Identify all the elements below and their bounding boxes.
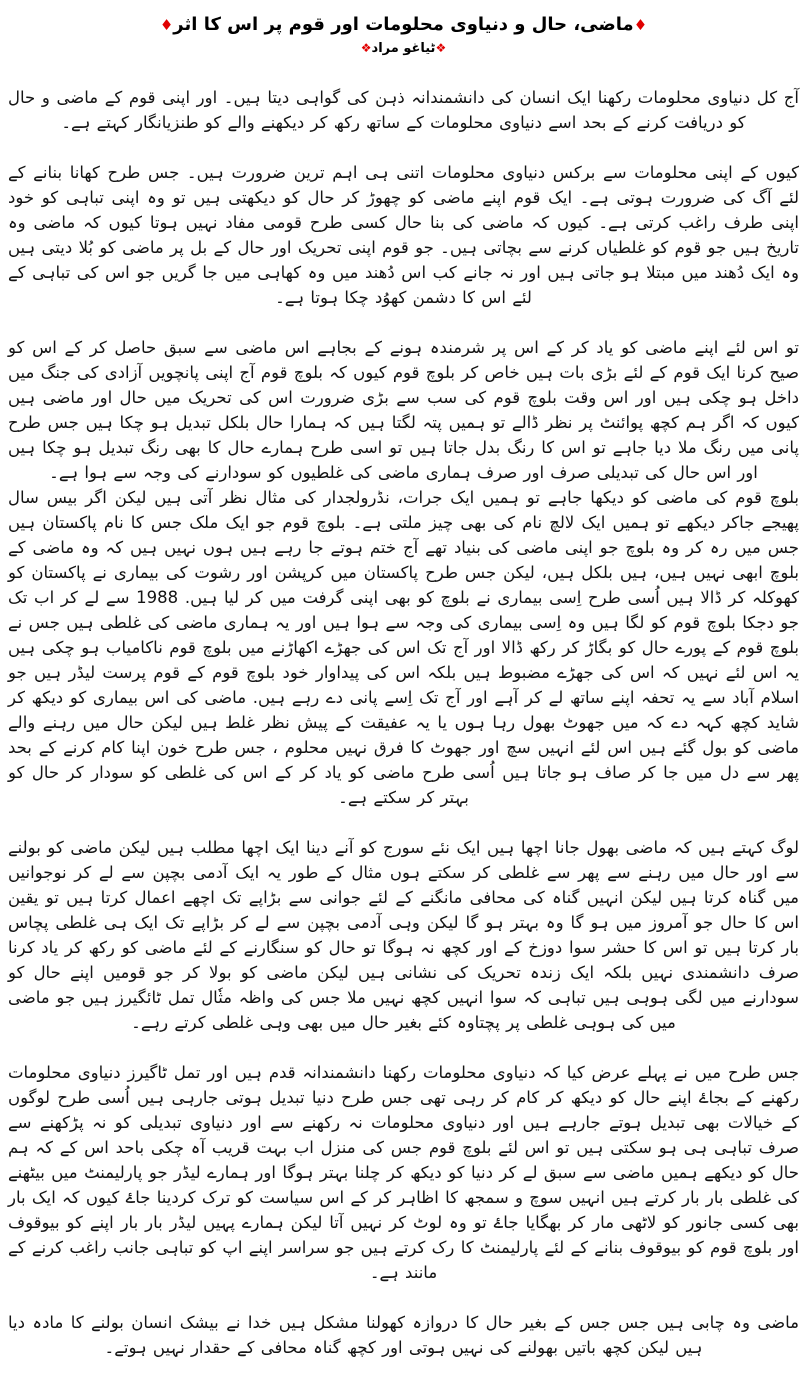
paragraph: جس طرح میں نے پہلے عرض کیا کہ دنیاوی محلومات رکھنا دانشمندانہ قدم ہیں اور تمل ٹاگیرز دنیاوی محلومات رکھنے کے بجاۓ اپنے حال کو دیکھ کر کام کر رہی تھی جس طرح دنیا تبدیل ہوتی جارہی ہیں اُسی طرح لوگوں کے خیالات بھی تبدیل ہوتے جارہے ہیں اور دنیاوی محلومات نہ رکھنے سے اور دنیاوی تبدیلی کو نہ پڑکھنے سے صرف تباہی ہی ہو سکتی ہیں تو اس لئے بلوچ قوم جس کی منزل اب بہت قریب آہ چکی باحد اس کے کہ ہم حال کو دیکھے ہمیں ماضی سے سبق لے کر دنیا کو دیکھ کر چلنا بہتر ہوگا اور ہمارے لیڈر جو پارلیمنٹ میں بیٹھنے کی غلطی بار بار کرتے ہیں انہیں سوچ و سمجھ کا اظاہر کر کے اس سیاست کو ترک کردینا جاۓ کیوں کہ ایک بار بھی کسی جانور کو لاٹھی مار کر بھگایا جاۓ تو وہ لوٹ کر نہیں آتا لیکن ہمارے پہیں لیڈر بار بار اپنے کو بیوقوف اور بلوچ قوم کو بیوقوف بنانے کے لئے پارلیمنٹ کا رک کرتے ہیں جو سراسر اپنے اپ کو تباہی جانب راغب کرنے کے مانند ہے۔ [8, 1063, 799, 1282]
paragraph: بلوچ قوم کی ماضی کو دیکھا جاہے تو ہمیں ایک جرات، نڈرولجدار کی مثال نظر آتی ہیں لیکن اگر بیس سال پھیجے جاکر دیکھے تو ہمیں ایک لالچ نام کی بھی چیز ملتی ہے۔ بلوچ قوم جو ایک ملک جس کا نام پاکستان ہیں جس میں رہ کر وہ بلوچ جو اپنی ماضی کی بنیاد تھے آج ختم ہوتے جا رہے ہیں ہوں نہیں ہیں کہ وہ ماضی کے بلوچ ابھی نہیں ہیں، ہیں بلکل ہیں، لیکن جس طرح پاکستان میں کرپشن اور رشوت کی بیماری نے پاکستان کو کھوکلہ کر ڈالا ہیں اُسی طرح اِسی بیماری نے بلوچ کو بھی اپنی گرفت میں کر لیا ہیں. 1988 سے لے کر اب تک جو دجکا بلوچ قوم کو لگا ہیں وہ اِسی بیماری کی وجہ سے ہوا ہیں اور یہ ہماری ماضی کی غلطی ہیں جس نے بلوچ قوم کے پورے حال کو بگاڑ کر رکھ ڈالا اور آج تک اس کی جھڑے اکھاڑنے میں بلوچ قوم ناکامیاب ہو چکی ہیں یہ اس لئے نہیں کہ اس کی جھڑے مضبوط ہیں بلکہ اس کی پیداوار خود بلوچ قوم کے قوم پرست لیڈر ہیں جو اسلام آباد سے یہ تحفہ اپنے ساتھ لے کر آہے اور آج تک اِسے پانی دے رہے ہیں. ماضی کی اس بیماری کو دیکھ کر شاید کچھ کہہ دے کہ میں جھوٹ بھول رہا ہوں یا یہ عفیقت کے پیش نظر غلط ہیں لیکن حال میں رہنے والے ماضی کو بول گئے ہیں اس لئے انہیں سچ اور جھوٹ کا فرق نہیں محلوم ، جس طرح خون اپنا کام کرنے کے بحد پھر سے دل میں جا کر صاف ہو جاتا ہیں اُسی طرح ماضی کو یاد کر کے اس کی غلطی کو سودار کر حال کو بہتر کر سکتے ہے۔ [8, 488, 799, 807]
diamond-icon: ♦ [159, 16, 174, 34]
diamond-cluster-icon: ❖ [435, 41, 447, 55]
page-title-text: ماضی، حال و دنیاوی محلومات اور قوم پر اس کا اثر [173, 14, 634, 35]
paragraph: لوگ کہتے ہیں کہ ماضی بھول جانا اچھا ہیں ایک نئے سورج کو آنے دینا ایک اچھا مطلب ہیں لیکن ماضی کو بولنے سے اور حال میں رہنے سے پھر سے غلطی کر سکتے ہوں مثال کے طور یہ ایک آدمی بچپن سے لے کر نوجوانیں میں گناہ کرتا ہیں لیکن انہیں گناہ کی محافی مانگنے کے لئے جوانی سے بڑاپے تک اچھے اعمال کرتا ہیں تو یقین اس کا حال جو آمروز میں ہو گا وہ بہتر ہو گا لیکن وہی آدمی بچپن سے لے کر بڑاپے تک ایک ہی غلطی پچاس بار کرتا ہیں تو اس کا حشر سوا دوزخ کے اور کچھ نہ ہوگا تو حال کو سنگارنے کے لئے ماضی کو رکھ کر یاد کرنا صرف دانشمندی نہیں بلکہ ایک زندہ تحریک کی نشانی ہیں لیکن ماضی کو بولا کر جو قومیں اپنے حال کو سودارنے میں لگی ہوہی ہیں تباہی کہ سوا انہیں کچھ نہیں ملا جس کی واظہ مثٗال تمل ٹائگیرز ہیں جو ماضی میں کی ہوہی غلطی پر پچتاوہ کئے بغیر حال میں بھی وہی غلطی کرتے رہے۔ [8, 838, 799, 1032]
paragraph: تو اس لئے اپنے ماضی کو یاد کر کے اس پر شرمندہ ہونے کے بجاہے اس ماضی سے سبق حاصل کر کے اس کو صیح کرنا ایک قوم کے لئے بڑی بات ہیں خاص کر بلوچ قوم کیوں کہ بلوچ قوم آج اپنی پانچویں آزادی کی جنگ میں داخل ہو چکی ہیں اور اس وقت بلوچ قوم کی سب سے بڑی ضرورت اس کی تحریک میں حال اور ماضی ہیں کیوں کہ اگر ہم کچھ پوائنٹ پر نظر ڈالے تو ہمیں پتہ لگتا ہیں کہ ہمارا حال بلکل تبدیل ہو چکا ہیں جس طرح پانی میں رنگ ملا دیا جاہے تو اس کا رنگ بدل جاتا ہیں تو اسی طرح ہمارے حال کا بھی رنگ تبدیل ہو چکا ہیں اور اس حال کی تبدیلی صرف اور صرف ہماری ماضی کی غلطیوں کو سودارنے کی وجہ سے ہوا ہے۔ [8, 338, 799, 482]
article-body [8, 85, 799, 1360]
paragraph: ماضی وہ چابی ہیں جس جس کے بغیر حال کا دروازہ کھولنا مشکل ہیں خدا نے بیشک انسان بولنے کا مادہ دیا ہیں لیکن کچھ باتیں بھولنے کی نہیں ہوتی اور کچھ گناہ محافی کے حقدار نہیں ہوتے۔ [8, 1313, 799, 1357]
page-title [8, 12, 799, 38]
author-name: ٹیاغو مراد [371, 41, 436, 56]
diamond-icon: ♦ [633, 16, 648, 34]
paragraph: کیوں کے اپنی محلومات سے برکس دنیاوی محلومات اتنی ہی اہم ترین ضرورت ہیں۔ جس طرح کھانا بنانے کے لئے آگ کی ضرورت ہوتی ہے۔ ایک قوم اپنے ماضی کو چھوڑ کر حال کو دیکھتی ہیں تو وہ اپنی تباہی کو خود اپنی طرف راغب کرتی ہے۔ کیوں کہ ماضی کی بنا حال کسی طرح قومی مفاد نہیں ہوتا کیوں کہ ماضی وہ تاریخ ہیں جو قوم کو غلطیاں کرنے سے بچاتی ہیں۔ جو قوم اپنی تحریک اور حال کے بل پر ماضی کو بُلا دیتی ہیں وہ ایک دُھند میں مبتلا ہو جاتی ہیں اور نہ جانے کب اس دُھند میں وہ کھاہی میں جا گریں جو اس کی تباہی کے لئے اس کا دشمن کھوُد چکا ہوتا ہے۔ [8, 163, 799, 307]
author-byline [8, 39, 799, 58]
paragraph: آج کل دنیاوی محلومات رکھنا ایک انسان کی دانشمندانہ ذہن کی گواہی دیتا ہیں۔ اور اپنی قوم کے ماضی و حال کو دریافت کرنے کے بحد اسے دنیاوی محلومات کے ساتھ رکھ کر دیکھنے والے کو طنزیانگار کہتے ہے۔ [8, 88, 799, 132]
diamond-cluster-icon: ❖ [360, 41, 372, 55]
